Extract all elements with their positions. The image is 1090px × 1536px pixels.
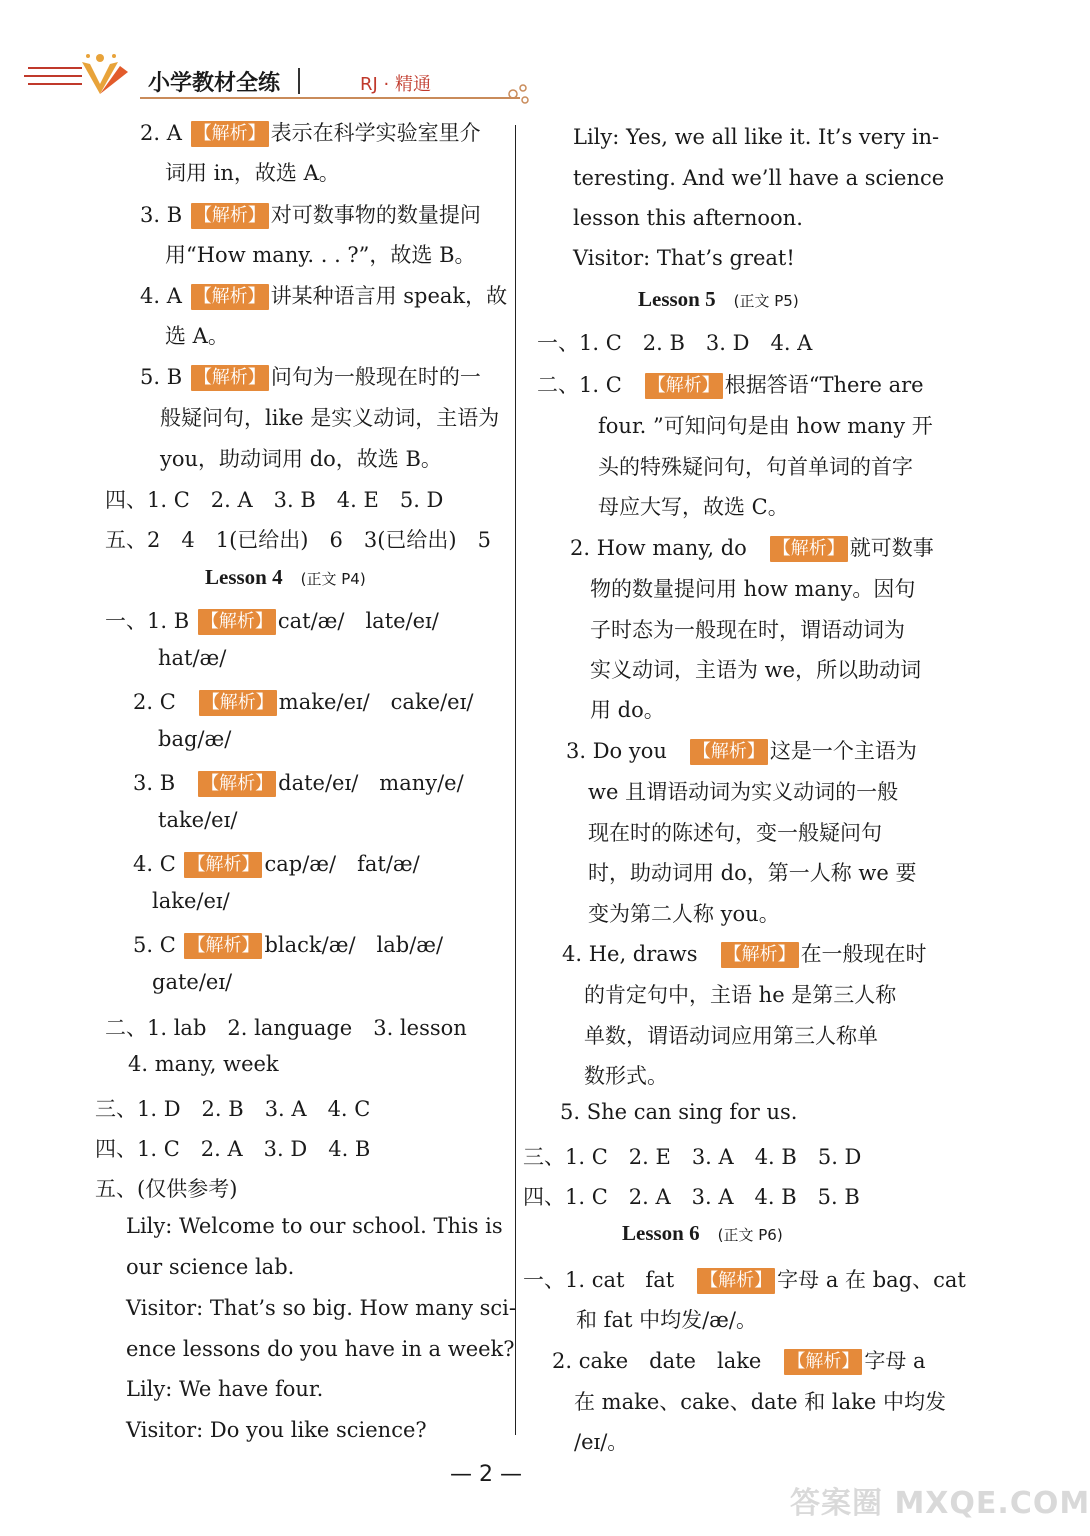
analysis-text: 子时态为一般现在时，谓语动词为 [590, 618, 905, 642]
answer-number: 2. C [133, 690, 176, 714]
answer-line [140, 280, 507, 310]
analysis-text: 时，助动词用 do，第一人称 we 要 [588, 861, 917, 885]
analysis-tag: 【 解析 】 [645, 373, 723, 399]
answer-number: 4. He, draws [562, 942, 698, 966]
dialogue-line: Visitor: That’s so big. How many sci- [126, 1296, 516, 1320]
analysis-text: hat/æ/ [158, 646, 227, 670]
lesson-title: Lesson 5 [638, 287, 716, 311]
analysis-text: 表示在科学实验室里介 [270, 121, 481, 145]
analysis-tag: 【 解析 】 [191, 203, 269, 229]
book-logo-icon [20, 52, 140, 102]
page-ref: (正文 P4) [300, 570, 366, 588]
lesson-5-heading [638, 287, 799, 312]
lesson-4-heading [205, 565, 366, 590]
watermark: 答案圈 MXQE.COM [790, 1486, 1090, 1521]
page-ref: (正文 P5) [733, 292, 799, 310]
header-ornament-icon [505, 82, 535, 106]
analysis-text: 用 do。 [590, 698, 665, 722]
analysis-text: make/eɪ/ cake/eɪ/ [278, 690, 474, 714]
lesson-6-heading [622, 1221, 783, 1246]
header-title: 小学教材全练 [148, 71, 281, 96]
header-divider-bar [298, 68, 300, 94]
analysis-text: 这是一个主语为 [769, 739, 917, 763]
analysis-text: 问句为一般现在时的一 [270, 365, 481, 389]
answer-line [552, 1345, 926, 1375]
answer-number: 3. B [133, 771, 176, 795]
analysis-tag: 【 解析 】 [770, 536, 848, 562]
analysis-text: 在 make、cake、date 和 lake 中均发 [574, 1390, 946, 1414]
dialogue-line: Lily: Yes, we all like it. It’s very in- [573, 125, 940, 149]
analysis-text: four. ”可知问句是由 how many 开 [598, 414, 933, 438]
answer-line: 三、1. C 2. E 3. A 4. B 5. D [523, 1145, 862, 1169]
dialogue-line: Lily: Welcome to our school. This is [126, 1214, 503, 1238]
answer-number: 3. Do you [566, 739, 667, 763]
analysis-tag: 【 解析 】 [690, 739, 768, 765]
answer-line: 4. many, week [128, 1052, 279, 1076]
answer-number: 4. A [140, 284, 182, 308]
analysis-tag: 【 解析 】 [198, 771, 276, 797]
answer-line: 四、1. C 2. A 3. D 4. B [95, 1137, 371, 1161]
analysis-text: 字母 a 在 bag、cat [777, 1268, 966, 1292]
analysis-text: take/eɪ/ [158, 808, 238, 832]
analysis-text: cat/æ/ late/eɪ/ [277, 609, 439, 633]
answer-number: 5. B [140, 365, 183, 389]
answer-line: 五、(仅供参考) [95, 1177, 238, 1201]
answer-line [566, 735, 917, 765]
analysis-text: gate/eɪ/ [152, 970, 233, 994]
analysis-text: 的肯定句中，主语 he 是第三人称 [584, 983, 897, 1007]
dialogue-line: lesson this afternoon. [573, 206, 803, 230]
dialogue-line: Visitor: That’s great! [573, 246, 795, 270]
answer-line [523, 1264, 966, 1294]
answer-line [133, 767, 464, 797]
analysis-text: 头的特殊疑问句，句首单词的首字 [598, 455, 913, 479]
analysis-text: cap/æ/ fat/æ/ [264, 852, 420, 876]
analysis-text: you，助动词用 do，故选 B。 [160, 447, 442, 471]
answer-line [140, 199, 481, 229]
answer-line [133, 929, 443, 959]
answer-line [133, 848, 420, 878]
analysis-tag: 【 解析 】 [191, 284, 269, 310]
analysis-text: 数形式。 [584, 1064, 668, 1088]
analysis-text: 和 fat 中均发/æ/。 [576, 1308, 757, 1332]
analysis-text: 选 A。 [165, 324, 229, 348]
answer-line: 四、1. C 2. A 3. A 4. B 5. B [523, 1185, 860, 1209]
answer-number: 一、1. cat fat [523, 1268, 675, 1292]
analysis-text: 就可数事 [849, 536, 934, 560]
analysis-text: 用“How many. . . ?”，故选 B。 [165, 243, 476, 267]
answer-line [140, 117, 481, 147]
analysis-tag: 【 解析 】 [721, 942, 799, 968]
answer-line [105, 605, 439, 635]
column-divider [515, 125, 516, 1435]
lesson-title: Lesson 6 [622, 1221, 700, 1245]
lesson-title: Lesson 4 [205, 565, 283, 589]
answer-line: 一、1. C 2. B 3. D 4. A [537, 331, 813, 355]
analysis-text: /eɪ/。 [574, 1430, 629, 1454]
answer-number: 2. A [140, 121, 182, 145]
answer-line [537, 369, 924, 399]
page-ref: (正文 P6) [717, 1226, 783, 1244]
dialogue-line: ence lessons do you have in a week? [126, 1337, 515, 1361]
analysis-text: 字母 a [864, 1349, 926, 1373]
analysis-text: 变为第二人称 you。 [588, 902, 780, 926]
analysis-tag: 【 解析 】 [199, 690, 277, 716]
analysis-tag: 【 解析 】 [184, 852, 262, 878]
answer-line [570, 532, 934, 562]
analysis-tag: 【 解析 】 [697, 1268, 775, 1294]
dialogue-line: Visitor: Do you like science? [126, 1418, 427, 1442]
answer-number: 2. cake date lake [552, 1349, 762, 1373]
analysis-tag: 【 解析 】 [184, 933, 262, 959]
page-number: — 2 — [450, 1462, 522, 1487]
analysis-tag: 【 解析 】 [198, 609, 276, 635]
analysis-tag: 【 解析 】 [191, 121, 269, 147]
answer-number: 5. C [133, 933, 176, 957]
analysis-text: 母应大写，故选 C。 [598, 495, 789, 519]
analysis-text: lake/eɪ/ [152, 889, 230, 913]
analysis-text: bag/æ/ [158, 727, 232, 751]
analysis-text: 物的数量提问用 how many。因句 [590, 577, 916, 601]
analysis-text: 般疑问句，like 是实义动词，主语为 [160, 406, 500, 430]
analysis-text: 讲某种语言用 speak，故 [270, 284, 508, 308]
answer-line [562, 938, 927, 968]
analysis-text: 实义动词，主语为 we，所以助动词 [590, 658, 922, 682]
analysis-tag: 【 解析 】 [784, 1349, 862, 1375]
answer-line [140, 361, 481, 391]
answer-line: 三、1. D 2. B 3. A 4. C [95, 1097, 371, 1121]
answer-line: 二、1. lab 2. language 3. lesson [105, 1016, 467, 1040]
analysis-text: 根据答语“There are [724, 373, 924, 397]
dialogue-line: Lily: We have four. [126, 1377, 324, 1401]
answer-number: 4. C [133, 852, 176, 876]
analysis-text: 单数，谓语动词应用第三人称单 [584, 1024, 878, 1048]
analysis-text: 在一般现在时 [800, 942, 927, 966]
header-edition: RJ · 精通 [360, 74, 431, 95]
analysis-text: black/æ/ lab/æ/ [264, 933, 444, 957]
answer-number: 一、1. B [105, 609, 190, 633]
answer-number: 二、1. C [537, 373, 622, 397]
dialogue-line: teresting. And we’ll have a science [573, 166, 945, 190]
header-rule [140, 97, 520, 99]
analysis-text: we 且谓语动词为实义动词的一般 [588, 780, 899, 804]
analysis-text: 对可数事物的数量提问 [270, 203, 481, 227]
answer-number: 2. How many, do [570, 536, 747, 560]
analysis-text: 现在时的陈述句，变一般疑问句 [588, 821, 882, 845]
answer-line: 四、1. C 2. A 3. B 4. E 5. D [105, 488, 444, 512]
answer-number: 3. B [140, 203, 183, 227]
answer-line: 5. She can sing for us. [560, 1100, 798, 1124]
analysis-tag: 【 解析 】 [191, 365, 269, 391]
dialogue-line: our science lab. [126, 1255, 295, 1279]
answer-line: 五、2 4 1(已给出) 6 3(已给出) 5 [105, 528, 491, 552]
analysis-text: date/eɪ/ many/e/ [278, 771, 464, 795]
analysis-text: 词用 in，故选 A。 [165, 161, 340, 185]
answer-line [133, 686, 473, 716]
